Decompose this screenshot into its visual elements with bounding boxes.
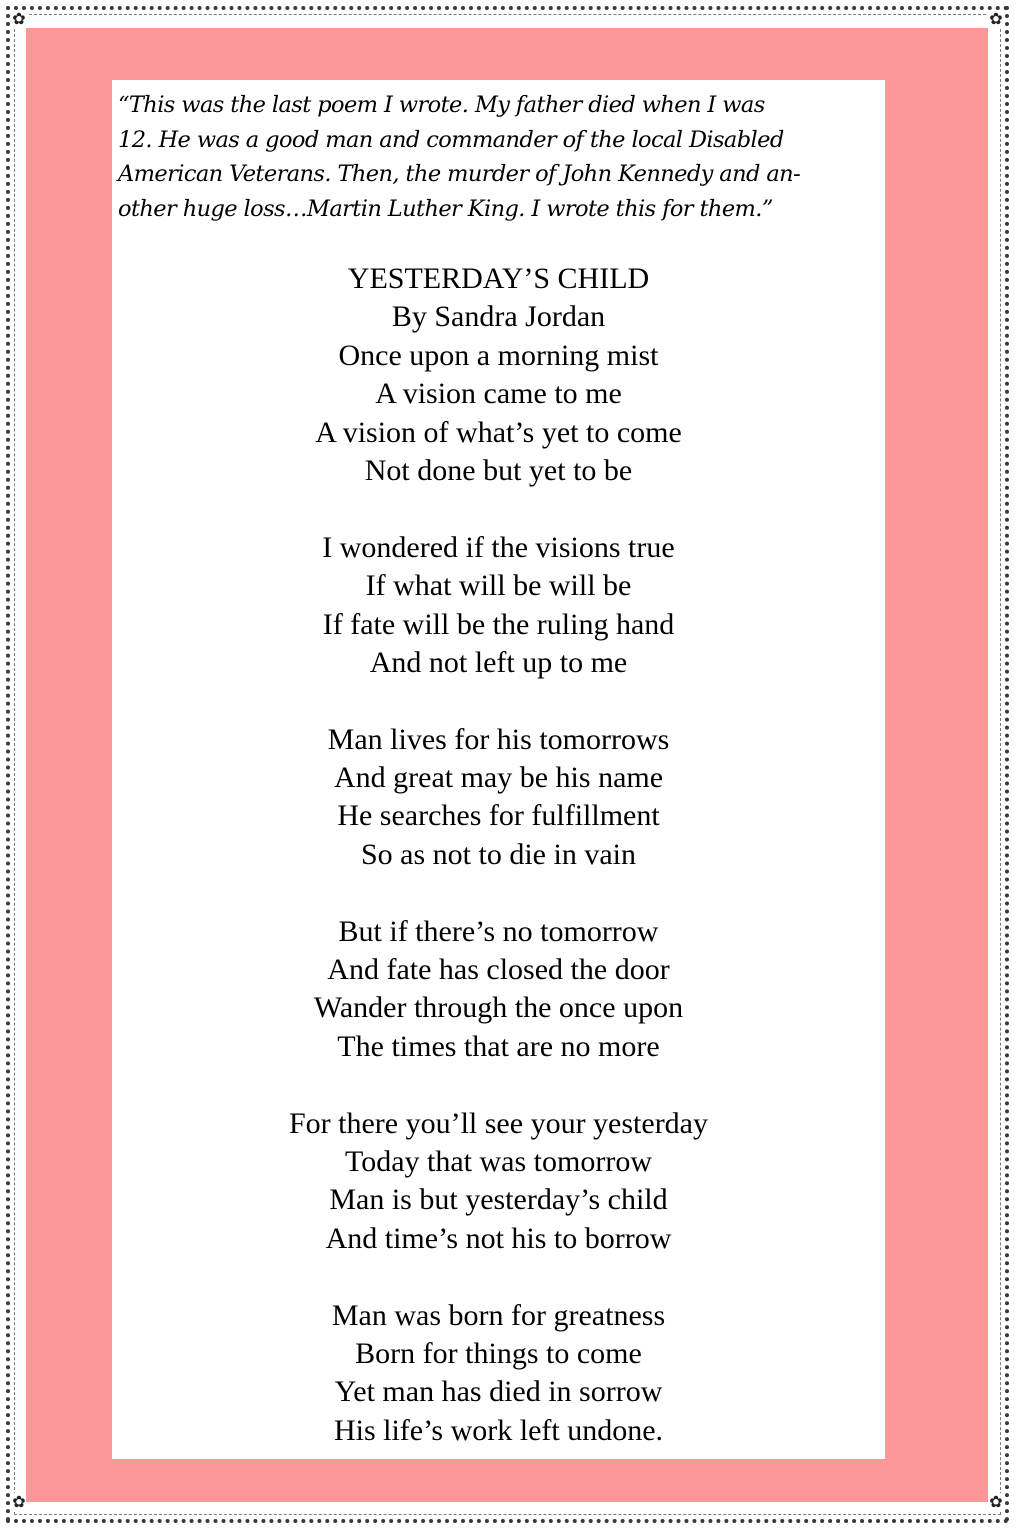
poem-line: Man lives for his tomorrows	[327, 722, 670, 756]
poem-line: I wondered if the visions true	[322, 530, 675, 564]
poem-line: He searches for fulfillment	[337, 799, 660, 833]
poem-line: But if there’s no tomorrow	[338, 914, 659, 948]
poem-line: For there you’ll see your yesterday	[288, 1106, 709, 1140]
corner-ornament-icon: ✿	[987, 1493, 1005, 1511]
poem-stanza	[112, 913, 885, 1067]
intro-quote: “This was the last poem I wrote. My father died when I was 12. He was a good man and commander of the local Disabled American Veterans. Then, the murder of John Kennedy and an- other huge loss…Martin Luther King. I wrote this for them.”	[118, 92, 801, 222]
poem-line: Man was born for greatness	[331, 1298, 666, 1332]
poem-byline: By Sandra Jordan	[391, 300, 606, 334]
poem-line: And great may be his name	[333, 761, 664, 795]
poem-stanza	[112, 721, 885, 875]
poem	[112, 260, 885, 1450]
poem-line: A vision of what’s yet to come	[315, 415, 682, 449]
poem-stanza	[112, 1105, 885, 1259]
stanza-break	[112, 874, 885, 912]
poem-stanza	[112, 1297, 885, 1451]
poem-line: And not left up to me	[369, 645, 628, 679]
poem-sheet	[112, 80, 885, 1459]
poem-line: A vision came to me	[375, 377, 622, 411]
stanza-break	[112, 1258, 885, 1296]
poem-line: The times that are no more	[337, 1029, 660, 1063]
poem-line: Yet man has died in sorrow	[334, 1375, 663, 1409]
poem-line: And time’s not his to borrow	[325, 1221, 672, 1255]
stanza-break	[112, 490, 885, 528]
poem-line: If what will be will be	[365, 569, 632, 603]
corner-ornament-icon: ✿	[10, 10, 28, 28]
poem-line: And fate has closed the door	[327, 953, 670, 987]
stanza-break	[112, 1066, 885, 1104]
corner-ornament-icon: ✿	[10, 1493, 28, 1511]
poem-line: Today that was tomorrow	[344, 1144, 652, 1178]
poem-line: Man is but yesterday’s child	[329, 1183, 668, 1217]
poem-line: Wander through the once upon	[313, 991, 684, 1025]
corner-ornament-icon: ✿	[987, 10, 1005, 28]
poem-line: Born for things to come	[355, 1336, 642, 1370]
poem-stanza	[112, 529, 885, 683]
poem-stanza	[112, 337, 885, 491]
poem-line: His life’s work left undone.	[333, 1413, 664, 1447]
poem-line: Not done but yet to be	[364, 453, 633, 487]
poem-line: If fate will be the ruling hand	[322, 607, 675, 641]
stanza-break	[112, 682, 885, 720]
poem-line: So as not to die in vain	[361, 837, 636, 871]
poem-line: Once upon a morning mist	[338, 338, 659, 372]
poem-title: YESTERDAY’S CHILD	[347, 262, 650, 295]
